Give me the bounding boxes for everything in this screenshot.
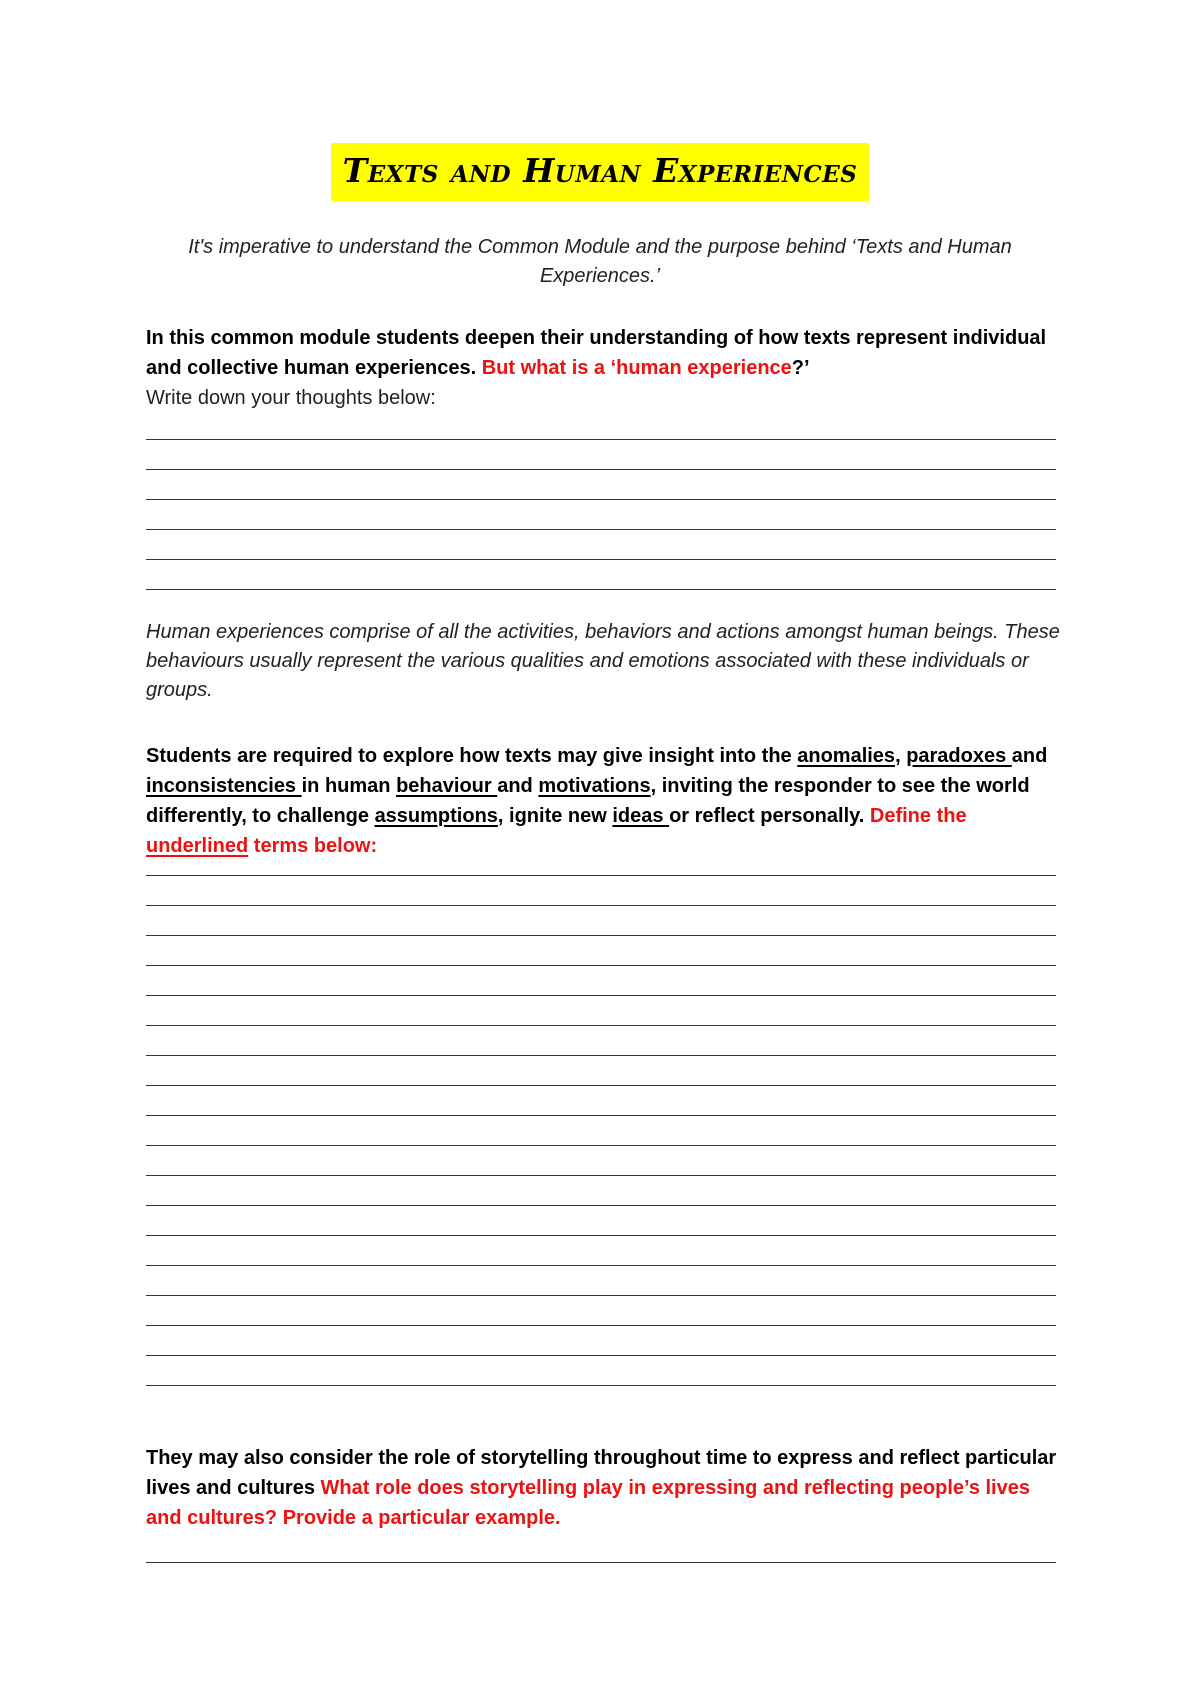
s2-text-4: in human: [301, 775, 397, 797]
s2-text-7: , ignite new: [497, 805, 613, 827]
definition-paragraph: Human experiences comprise of all the activities, behaviors and actions amongst human beings. These behaviours usually represent the various qualities and emotions associated with these individuals or groups.: [146, 621, 1060, 701]
section-1-statement: In this common module students deepen their understanding of how texts represent individual and collective human experiences.: [146, 327, 1047, 379]
answer-line[interactable]: [146, 1086, 1056, 1116]
answer-line[interactable]: [146, 1206, 1056, 1236]
section-1-question: But what is a ‘human experience: [481, 357, 792, 379]
s2-text-6: , inviting the responder to see the world differently, to challenge: [146, 775, 1030, 827]
answer-line[interactable]: [146, 1116, 1056, 1146]
section-3-question: What role does storytelling play in expressing and reflecting people’s lives and cultures? Provide a particular example.: [146, 1477, 1030, 1529]
answer-line[interactable]: [146, 1326, 1056, 1356]
answer-line[interactable]: [146, 500, 1056, 530]
s2-text-5: and: [497, 775, 539, 797]
s2-text-3: and: [1011, 745, 1048, 767]
term-ideas: ideas: [612, 805, 670, 827]
answer-lines-thoughts[interactable]: [146, 410, 1056, 590]
section-1-question-end: ?’: [791, 357, 810, 379]
answer-line[interactable]: [146, 876, 1056, 906]
answer-line[interactable]: [146, 1176, 1056, 1206]
term-anomalies: anomalies: [797, 745, 896, 767]
answer-line[interactable]: [146, 1356, 1056, 1386]
define-instruction-underlined: underlined: [146, 835, 249, 857]
answer-line[interactable]: [146, 996, 1056, 1026]
answer-line[interactable]: [146, 530, 1056, 560]
answer-line[interactable]: [146, 440, 1056, 470]
section-1-text: [146, 323, 1061, 413]
section-2-text: [146, 741, 1061, 861]
answer-line[interactable]: [146, 966, 1056, 996]
page-title: Texts and Human Experiences: [331, 143, 870, 201]
answer-line[interactable]: [146, 470, 1056, 500]
answer-line[interactable]: [146, 1296, 1056, 1326]
answer-line[interactable]: [146, 560, 1056, 590]
term-motivations: motivations: [538, 775, 651, 797]
define-instruction-b: terms below:: [248, 835, 378, 857]
term-behaviour: behaviour: [396, 775, 498, 797]
answer-line[interactable]: [146, 906, 1056, 936]
answer-line[interactable]: [146, 1026, 1056, 1056]
section-1-prompt: Write down your thoughts below:: [146, 387, 436, 409]
answer-line[interactable]: [146, 1533, 1056, 1563]
answer-lines-storytelling[interactable]: [146, 1533, 1056, 1563]
term-assumptions: assumptions: [374, 805, 498, 827]
term-paradoxes: paradoxes: [906, 745, 1012, 767]
term-inconsistencies: inconsistencies: [146, 775, 302, 797]
answer-line[interactable]: [146, 410, 1056, 440]
answer-line[interactable]: [146, 1266, 1056, 1296]
s2-text-2: ,: [895, 745, 907, 767]
answer-lines-definitions[interactable]: [146, 846, 1056, 1386]
section-3-text: [146, 1443, 1061, 1533]
answer-line[interactable]: [146, 1056, 1056, 1086]
intro-text: It's imperative to understand the Common Module and the purpose behind ‘Texts and Human Experiences.’: [188, 236, 1012, 287]
s2-text-1: Students are required to explore how texts may give insight into the: [146, 745, 798, 767]
answer-line[interactable]: [146, 846, 1056, 876]
answer-line[interactable]: [146, 1146, 1056, 1176]
define-instruction-a: Define the: [869, 805, 967, 827]
section-3-statement: They may also consider the role of storytelling throughout time to express and reflect particular lives and cultures: [146, 1447, 1057, 1499]
title-container: [0, 143, 1200, 201]
s2-text-8: or reflect personally.: [669, 805, 870, 827]
answer-line[interactable]: [146, 936, 1056, 966]
answer-line[interactable]: [146, 1236, 1056, 1266]
